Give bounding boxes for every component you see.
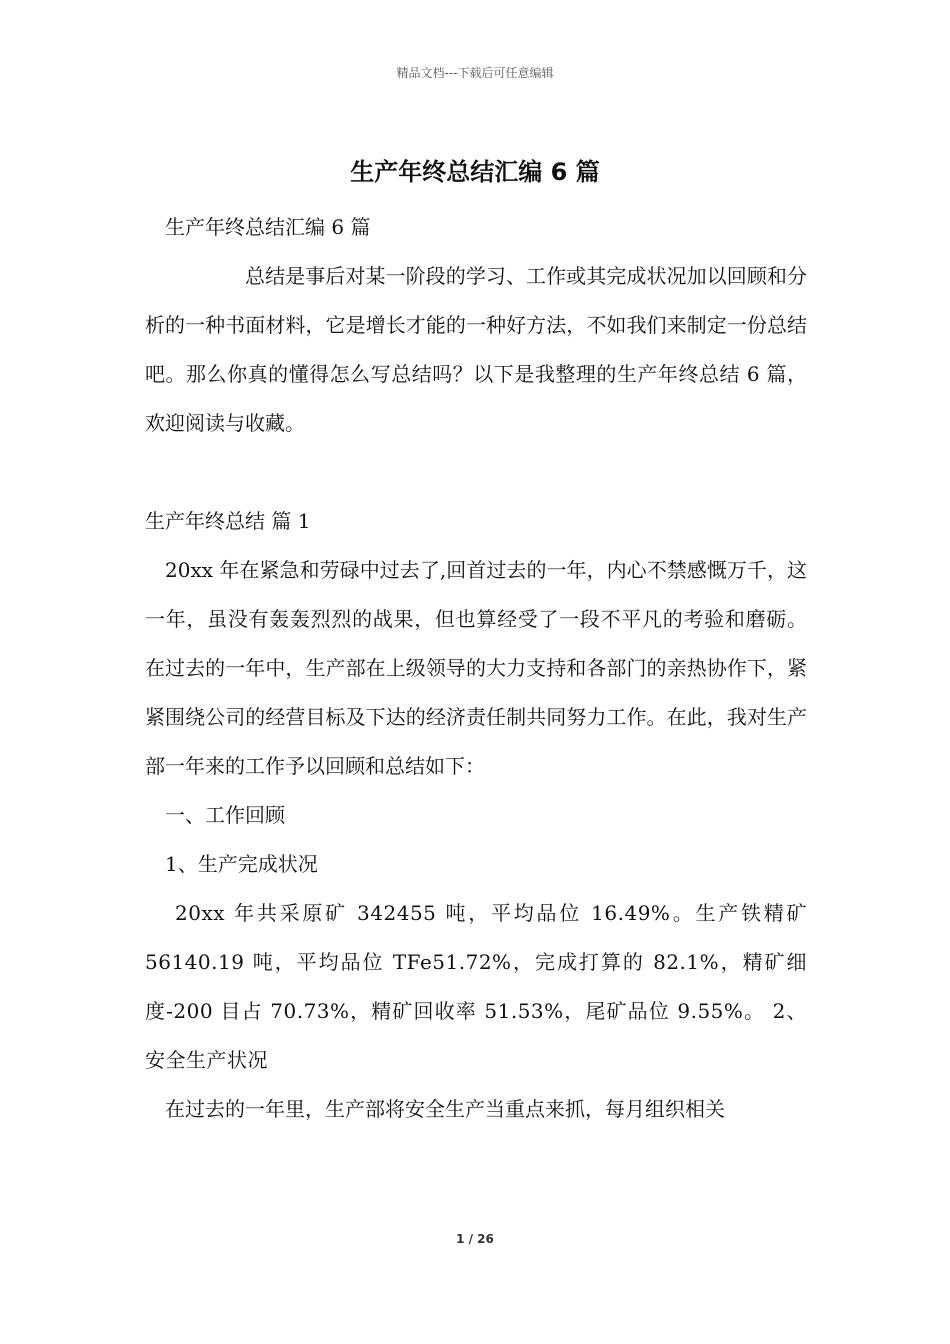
heading-work-review: 一、工作回顾 bbox=[165, 803, 285, 827]
body-paragraph-1: 20xx 年在紧急和劳碌中过去了,回首过去的一年，内心不禁感慨万千，这一年，虽没有轰轰烈烈的战果，但也算经受了一段不平凡的考验和磨砺。 在过去的一年中，生产部在上级领导的大力支持和各部门的亲热协作下，紧紧围绕公司的经营目标及下达的经济责任制共同努力工作。在此，我对生产部一年来的工作予以回顾和总结如下： bbox=[145, 558, 807, 778]
intro-paragraph: 总结是事后对某一阶段的学习、工作或其完成状况加以回顾和分析的一种书面材料，它是增长才能的一种好方法，不如我们来制定一份总结吧。那么你真的懂得怎么写总结吗？以下是我整理的生产年终总结 6 篇，欢迎阅读与收藏。 bbox=[145, 264, 807, 435]
document-body bbox=[145, 203, 807, 1134]
paragraph-spacer bbox=[145, 448, 807, 497]
heading-production-status: 1、生产完成状况 bbox=[165, 852, 318, 876]
section-title: 生产年终总结 篇 1 bbox=[145, 509, 311, 533]
page-indicator: 1 / 26 bbox=[456, 1232, 494, 1246]
document-subtitle: 生产年终总结汇编 6 篇 bbox=[165, 215, 371, 239]
body-paragraph-safety: 在过去的一年里，生产部将安全生产当重点来抓，每月组织相关 bbox=[165, 1097, 725, 1121]
body-paragraph-production-data: 20xx 年共采原矿 342455 吨，平均品位 16.49%。生产铁精矿 56140.19 吨，平均品位 TFe51.72%，完成打算的 82.1%，精矿细度-200 目占 70.73%，精矿回收率 51.53%，尾矿品位 9.55%。 2、安全生产状况 bbox=[145, 901, 807, 1072]
page-header: 精品文档---下载后可任意编辑 bbox=[396, 66, 554, 80]
document-title: 生产年终总结汇编 6 篇 bbox=[350, 158, 600, 186]
